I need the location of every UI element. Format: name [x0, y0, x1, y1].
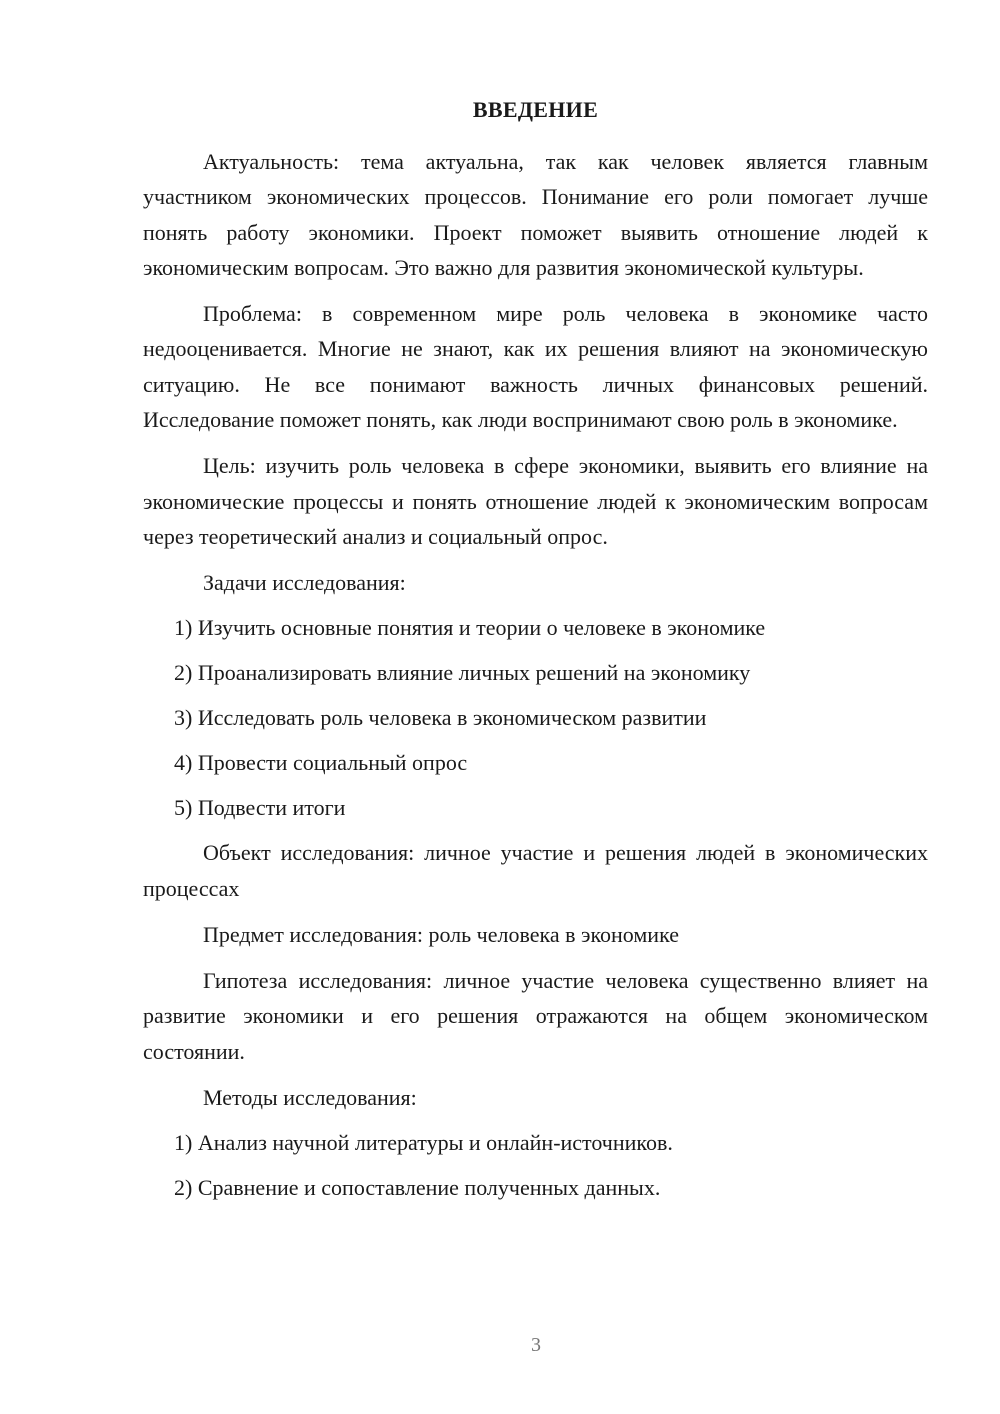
methods-title: Методы исследования: [203, 1085, 417, 1111]
page-title: ВВЕДЕНИЕ [472, 97, 599, 122]
task-item: 3) Исследовать роль человека в экономическом развитии [174, 705, 707, 731]
relevance-paragraph: Актуальность: тема актуальна, так как человек является главным участником экономических процессов. Понимание его роли помогает лучше понять работу экономики. Проект поможет выявить отношение людей к экономическим вопросам. Это важно для развития экономической культуры. [143, 149, 928, 280]
tasks-list [143, 610, 928, 825]
task-item: 1) Изучить основные понятия и теории о человеке в экономике [174, 615, 766, 641]
task-item: 5) Подвести итоги [174, 795, 346, 821]
object-paragraph: Объект исследования: личное участие и решения людей в экономических процессах [143, 840, 928, 901]
task-item: 4) Провести социальный опрос [174, 750, 468, 776]
document-page [143, 94, 928, 1215]
hypothesis-paragraph: Гипотеза исследования: личное участие человека существенно влияет на развитие экономики и его решения отражаются на общем экономическом состоянии. [143, 968, 928, 1064]
methods-list [143, 1125, 928, 1205]
page-number: 3 [531, 1334, 541, 1356]
method-item: 2) Сравнение и сопоставление полученных данных. [174, 1175, 661, 1201]
method-item: 1) Анализ научной литературы и онлайн-источников. [174, 1130, 673, 1156]
tasks-title: Задачи исследования: [203, 570, 406, 596]
problem-paragraph: Проблема: в современном мире роль человека в экономике часто недооценивается. Многие не знают, как их решения влияют на экономическую ситуацию. Не все понимают важность личных финансовых решений. Исследование поможет понять, как люди воспринимают свою роль в экономике. [143, 301, 928, 433]
subject-paragraph: Предмет исследования: роль человека в экономике [203, 921, 679, 947]
goal-paragraph: Цель: изучить роль человека в сфере экономики, выявить его влияние на экономические процессы и понять отношение людей к экономическим вопросам через теоретический анализ и социальный опрос. [143, 453, 928, 549]
task-item: 2) Проанализировать влияние личных решений на экономику [174, 660, 751, 686]
